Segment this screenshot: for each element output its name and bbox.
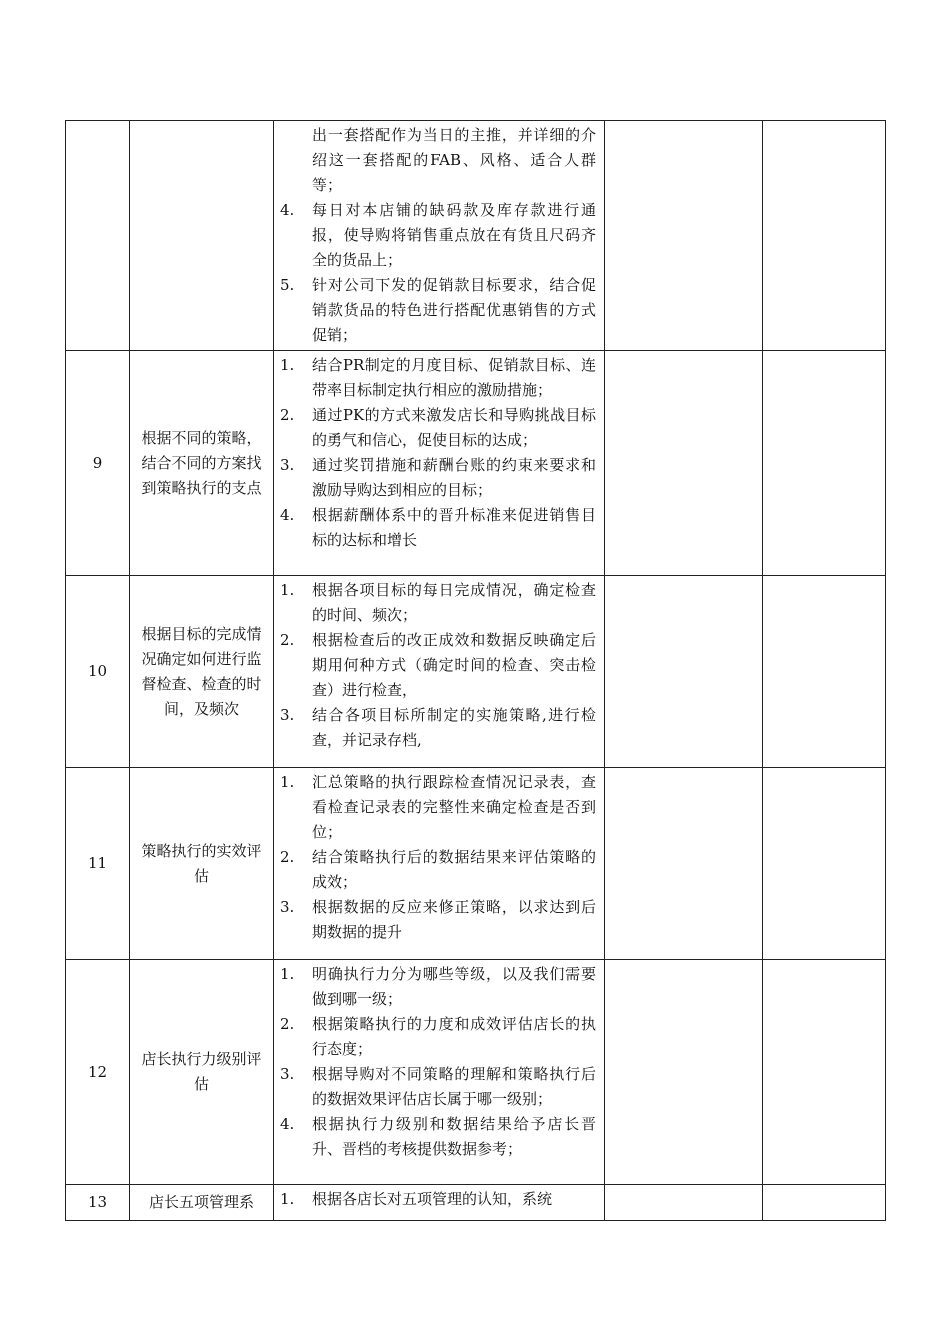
step-number: 5. (280, 276, 295, 294)
step-list (280, 1187, 596, 1212)
list-item (280, 453, 596, 503)
step-text: 汇总策略的执行跟踪检查情况记录表，查看检查记录表的完整性来确定检查是否到位； (312, 773, 596, 841)
list-item (280, 503, 596, 553)
row-topic: 店长执行力级别评估 (141, 1050, 262, 1093)
row-number: 12 (87, 1062, 108, 1081)
step-text: 根据检查后的改正成效和数据反映确定后期用何种方式（确定时间的检查、突击检查）进行检查， (312, 631, 596, 699)
list-item (280, 403, 596, 453)
step-number: 1. (280, 773, 295, 791)
list-item (280, 1112, 596, 1162)
row-topic-cell (130, 960, 274, 1185)
table-row (66, 576, 886, 768)
list-item (280, 895, 596, 945)
table-row (66, 351, 886, 576)
row-number-cell (66, 351, 130, 576)
step-text: 结合各项目标所制定的实施策略,进行检查，并记录存档, (312, 706, 596, 749)
step-text: 明确执行力分为哪些等级，以及我们需要做到哪一级； (312, 965, 596, 1008)
step-text: 根据各项目标的每日完成情况，确定检查的时间、频次； (312, 581, 596, 624)
list-item (280, 578, 596, 628)
row-steps-cell (274, 576, 605, 768)
blank-cell (763, 960, 886, 1185)
step-list (280, 578, 596, 753)
step-number: 1. (280, 581, 295, 599)
row-topic: 策略执行的实效评估 (141, 841, 262, 885)
step-number: 2. (280, 406, 295, 424)
row-topic: 店长五项管理系 (148, 1193, 254, 1211)
step-number: 3. (280, 456, 295, 474)
list-item (280, 1187, 596, 1212)
row-topic-cell (130, 351, 274, 576)
step-list (280, 198, 596, 348)
step-number: 2. (280, 631, 295, 649)
blank-cell (605, 768, 763, 960)
row-steps-cell (274, 121, 605, 351)
step-text: 通过PK的方式来激发店长和导购挑战目标的勇气和信心，促使目标的达成； (312, 406, 596, 449)
step-text: 结合策略执行后的数据结果来评估策略的成效； (312, 848, 596, 891)
step-number: 1. (280, 965, 295, 983)
list-item (280, 1012, 596, 1062)
row-steps-cell (274, 1185, 605, 1221)
step-number: 1. (280, 1190, 295, 1208)
row-steps-cell (274, 768, 605, 960)
step-number: 3. (280, 706, 295, 724)
step-text: 结合PR制定的月度目标、促销款目标、连带率目标制定执行相应的激励措施； (312, 356, 596, 399)
list-item (280, 962, 596, 1012)
row-number: 13 (87, 1193, 108, 1211)
blank-cell (605, 960, 763, 1185)
row-number: 9 (92, 453, 103, 472)
blank-cell (763, 351, 886, 576)
row-number-cell (66, 960, 130, 1185)
step-text: 根据导购对不同策略的理解和策略执行后的数据效果评估店长属于哪一级别； (312, 1065, 596, 1108)
list-item (280, 273, 596, 348)
blank-cell (763, 1185, 886, 1221)
row-steps-cell (274, 960, 605, 1185)
row-topic: 根据目标的完成情况确定如何进行监督检查、检查的时间，及频次 (141, 624, 262, 718)
step-list (280, 353, 596, 553)
list-item (280, 770, 596, 845)
row-topic-cell (130, 121, 274, 351)
row-number-cell (66, 576, 130, 768)
step-text: 针对公司下发的促销款目标要求，结合促销款货品的特色进行搭配优惠销售的方式促销； (312, 276, 596, 344)
table-row (66, 960, 886, 1185)
management-plan-table (65, 120, 886, 1221)
list-item (280, 845, 596, 895)
continued-step-text: 出一套搭配作为当日的主推，并详细的介绍这一套搭配的FAB、风格、适合人群等； (312, 126, 596, 194)
table-body (66, 121, 886, 1221)
step-text: 根据执行力级别和数据结果给予店长晋升、晋档的考核提供数据参考； (312, 1115, 596, 1158)
blank-cell (763, 121, 886, 351)
row-number-cell (66, 1185, 130, 1221)
row-number-cell (66, 768, 130, 960)
step-text: 根据策略执行的力度和成效评估店长的执行态度； (312, 1015, 596, 1058)
row-number: 11 (87, 854, 108, 872)
row-topic: 根据不同的策略，结合不同的方案找到策略执行的支点 (141, 428, 262, 497)
step-number: 1. (280, 356, 295, 374)
step-list (280, 962, 596, 1162)
list-item (280, 353, 596, 403)
row-number: 10 (87, 662, 108, 680)
list-item (280, 628, 596, 703)
step-number: 4. (280, 1115, 295, 1133)
step-text: 通过奖罚措施和薪酬台账的约束来要求和激励导购达到相应的目标； (312, 456, 596, 499)
blank-cell (605, 1185, 763, 1221)
step-text: 每日对本店铺的缺码款及库存款进行通报，使导购将销售重点放在有货且尺码齐全的货品上； (312, 201, 596, 269)
blank-cell (763, 576, 886, 768)
row-number-cell (66, 121, 130, 351)
step-number: 3. (280, 1065, 295, 1083)
blank-cell (605, 576, 763, 768)
step-text: 根据数据的反应来修正策略，以求达到后期数据的提升 (312, 898, 596, 941)
step-text: 根据薪酬体系中的晋升标准来促进销售目标的达标和增长 (312, 506, 596, 549)
step-number: 2. (280, 848, 295, 866)
blank-cell (763, 768, 886, 960)
step-number: 4. (280, 506, 295, 524)
table-row (66, 121, 886, 351)
step-text: 根据各店长对五项管理的认知，系统 (312, 1190, 553, 1208)
list-item (280, 703, 596, 753)
row-topic-cell (130, 576, 274, 768)
table-row (66, 1185, 886, 1221)
table-row (66, 768, 886, 960)
row-topic-cell (130, 1185, 274, 1221)
blank-cell (605, 121, 763, 351)
step-number: 4. (280, 201, 295, 219)
list-item (280, 1062, 596, 1112)
blank-cell (605, 351, 763, 576)
list-item (280, 198, 596, 273)
row-topic-cell (130, 768, 274, 960)
step-list (280, 770, 596, 945)
step-number: 3. (280, 898, 295, 916)
step-number: 2. (280, 1015, 295, 1033)
row-steps-cell (274, 351, 605, 576)
